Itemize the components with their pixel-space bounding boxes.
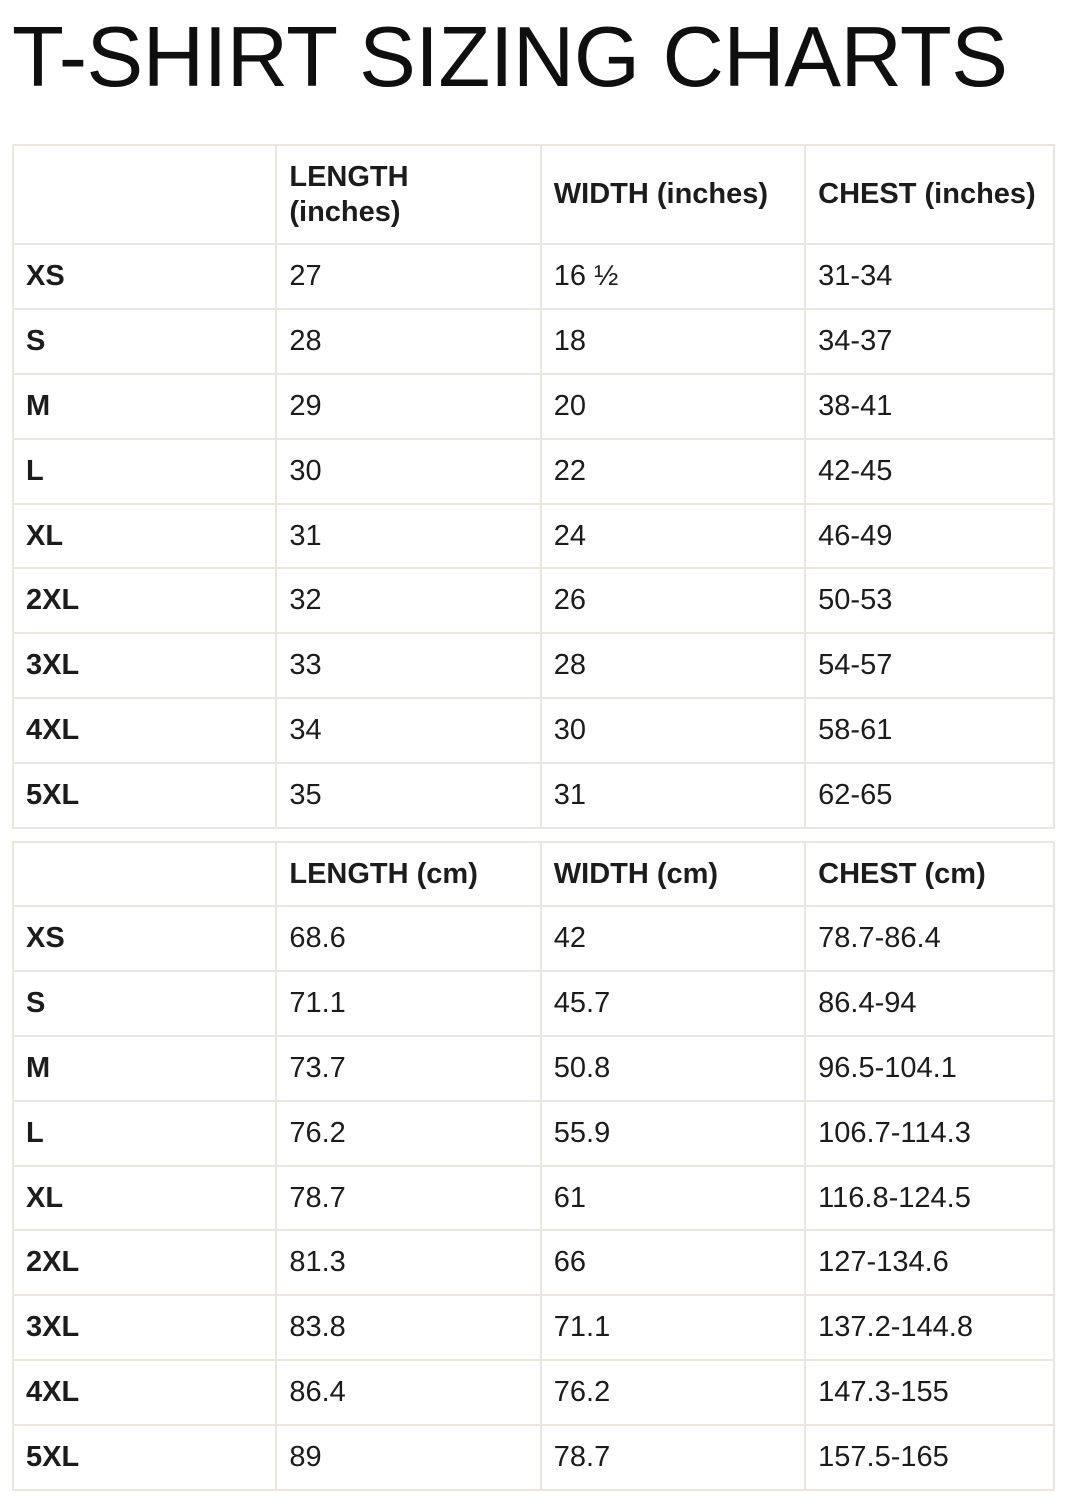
width-value: 71.1 xyxy=(541,1295,805,1360)
size-label: 4XL xyxy=(13,1360,276,1425)
size-label: XL xyxy=(13,504,276,569)
length-value: 81.3 xyxy=(276,1230,540,1295)
chest-value: 137.2-144.8 xyxy=(805,1295,1054,1360)
length-value: 78.7 xyxy=(276,1166,540,1231)
table-row-4xl xyxy=(13,1360,1054,1425)
length-value: 89 xyxy=(276,1425,540,1490)
width-value: 18 xyxy=(541,309,805,374)
table-row-l xyxy=(13,439,1054,504)
size-label: 5XL xyxy=(13,763,276,828)
length-value: 30 xyxy=(276,439,540,504)
table-row-m xyxy=(13,1036,1054,1101)
table-row-xl xyxy=(13,1166,1054,1231)
length-value: 31 xyxy=(276,504,540,569)
size-label: XL xyxy=(13,1166,276,1231)
chest-value: 78.7-86.4 xyxy=(805,906,1054,971)
sizing-table-inches xyxy=(12,144,1055,829)
width-value: 30 xyxy=(541,698,805,763)
table-row-xs xyxy=(13,906,1054,971)
size-label: L xyxy=(13,439,276,504)
table-row-3xl xyxy=(13,1295,1054,1360)
chest-value: 34-37 xyxy=(805,309,1054,374)
table-row-2xl xyxy=(13,1230,1054,1295)
size-label: 2XL xyxy=(13,568,276,633)
chest-value: 62-65 xyxy=(805,763,1054,828)
page xyxy=(0,12,1067,1512)
chest-value: 147.3-155 xyxy=(805,1360,1054,1425)
width-value: 20 xyxy=(541,374,805,439)
width-value: 55.9 xyxy=(541,1101,805,1166)
table-row-4xl xyxy=(13,698,1054,763)
length-value: 71.1 xyxy=(276,971,540,1036)
length-value: 32 xyxy=(276,568,540,633)
size-label: M xyxy=(13,374,276,439)
width-value: 26 xyxy=(541,568,805,633)
width-value: 22 xyxy=(541,439,805,504)
col-header-chest-cm: CHEST (cm) xyxy=(805,842,1054,907)
size-label: M xyxy=(13,1036,276,1101)
length-value: 73.7 xyxy=(276,1036,540,1101)
col-header-chest-inches: CHEST (inches) xyxy=(805,145,1054,245)
size-label: S xyxy=(13,971,276,1036)
chest-value: 127-134.6 xyxy=(805,1230,1054,1295)
corner-cell xyxy=(13,145,276,245)
width-value: 66 xyxy=(541,1230,805,1295)
width-value: 16 ½ xyxy=(541,244,805,309)
size-label: 4XL xyxy=(13,698,276,763)
size-label: 3XL xyxy=(13,633,276,698)
chest-value: 42-45 xyxy=(805,439,1054,504)
size-label: XS xyxy=(13,906,276,971)
length-value: 33 xyxy=(276,633,540,698)
length-value: 29 xyxy=(276,374,540,439)
width-value: 50.8 xyxy=(541,1036,805,1101)
chest-value: 46-49 xyxy=(805,504,1054,569)
corner-cell xyxy=(13,842,276,907)
chest-value: 157.5-165 xyxy=(805,1425,1054,1490)
table-row-l xyxy=(13,1101,1054,1166)
width-value: 28 xyxy=(541,633,805,698)
chest-value: 116.8-124.5 xyxy=(805,1166,1054,1231)
chest-value: 31-34 xyxy=(805,244,1054,309)
length-value: 68.6 xyxy=(276,906,540,971)
chest-value: 106.7-114.3 xyxy=(805,1101,1054,1166)
width-value: 78.7 xyxy=(541,1425,805,1490)
width-value: 45.7 xyxy=(541,971,805,1036)
size-label: S xyxy=(13,309,276,374)
length-value: 86.4 xyxy=(276,1360,540,1425)
size-label: 3XL xyxy=(13,1295,276,1360)
chest-value: 54-57 xyxy=(805,633,1054,698)
table-row-2xl xyxy=(13,568,1054,633)
chest-value: 96.5-104.1 xyxy=(805,1036,1054,1101)
table-row-s xyxy=(13,971,1054,1036)
table-row-m xyxy=(13,374,1054,439)
table-row-5xl xyxy=(13,1425,1054,1490)
size-label: 5XL xyxy=(13,1425,276,1490)
chest-value: 50-53 xyxy=(805,568,1054,633)
col-header-width-inches: WIDTH (inches) xyxy=(541,145,805,245)
length-value: 34 xyxy=(276,698,540,763)
chest-value: 58-61 xyxy=(805,698,1054,763)
table-row-s xyxy=(13,309,1054,374)
width-value: 42 xyxy=(541,906,805,971)
table-row-5xl xyxy=(13,763,1054,828)
width-value: 31 xyxy=(541,763,805,828)
chest-value: 38-41 xyxy=(805,374,1054,439)
width-value: 76.2 xyxy=(541,1360,805,1425)
col-header-width-cm: WIDTH (cm) xyxy=(541,842,805,907)
table-row-3xl xyxy=(13,633,1054,698)
length-value: 83.8 xyxy=(276,1295,540,1360)
size-label: 2XL xyxy=(13,1230,276,1295)
size-label: L xyxy=(13,1101,276,1166)
length-value: 28 xyxy=(276,309,540,374)
col-header-length-cm: LENGTH (cm) xyxy=(276,842,540,907)
chest-value: 86.4-94 xyxy=(805,971,1054,1036)
page-title: T-SHIRT SIZING CHARTS xyxy=(12,10,1008,105)
col-header-length-inches xyxy=(276,145,540,245)
col-header-length-inches-label: LENGTH (inches) xyxy=(289,160,409,228)
sizing-table-cm xyxy=(12,841,1055,1491)
size-label: XS xyxy=(13,244,276,309)
length-value: 35 xyxy=(276,763,540,828)
length-value: 27 xyxy=(276,244,540,309)
table-row-xl xyxy=(13,504,1054,569)
header-row xyxy=(13,145,1054,245)
table-row-xs xyxy=(13,244,1054,309)
header-row xyxy=(13,842,1054,907)
length-value: 76.2 xyxy=(276,1101,540,1166)
width-value: 24 xyxy=(541,504,805,569)
width-value: 61 xyxy=(541,1166,805,1231)
